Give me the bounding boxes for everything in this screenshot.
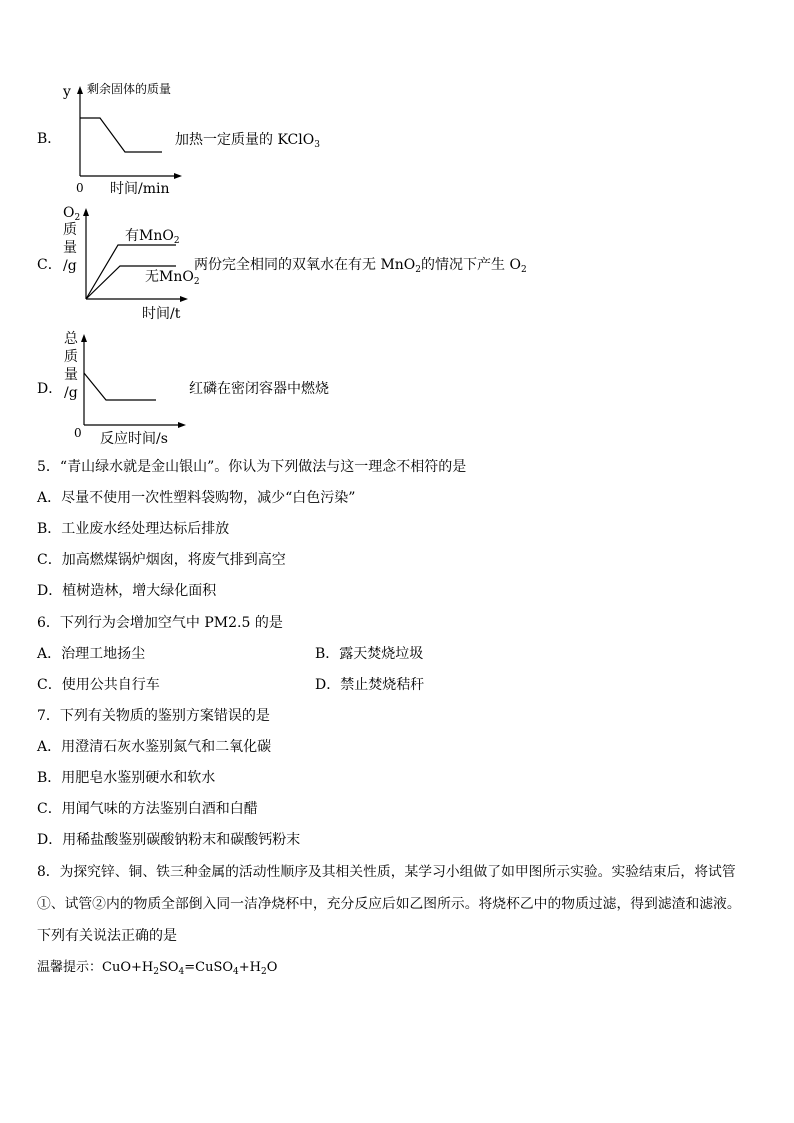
graph-d-x-arrow	[178, 422, 186, 428]
question-7-option-d: D．用稀盐酸鉴别碳酸钠粉末和碳酸钙粉末	[37, 832, 301, 848]
graph-d-y-arrow	[81, 334, 87, 342]
graph-b-origin: 0	[76, 181, 84, 195]
graph-c-y-label-line4: /g	[63, 258, 77, 274]
option-d-label: D．	[37, 381, 63, 397]
question-7-stem: 7．下列有关物质的鉴别方案错误的是	[37, 708, 270, 724]
graph-d-y-label-line3: 量	[64, 367, 78, 383]
graph-b-x-label: 时间/min	[110, 181, 170, 197]
question-8-stem-line1: 8．为探究锌、铜、铁三种金属的活动性顺序及其相关性质，某学习小组做了如甲图所示实验。实验结束后，将试管	[37, 864, 736, 880]
graph-d-origin: 0	[74, 426, 82, 440]
question-6-option-b: B．露天焚烧垃圾	[315, 646, 424, 662]
graph-c-y-label-line2: 质	[63, 222, 77, 238]
graph-c-curve-top-label: 有MnO$_2$	[125, 228, 180, 246]
graph-c-x-label: 时间/t	[142, 306, 181, 322]
option-c-label: C．	[37, 257, 62, 273]
option-b-label: B．	[37, 131, 62, 147]
graph-c-description: 两份完全相同的双氧水在有无 MnO$_2$的情况下产生 $O_2$	[194, 257, 527, 275]
question-5-stem: 5．“青山绿水就是金山银山”。你认为下列做法与这一理念不相符的是	[37, 459, 467, 475]
graph-d-x-label: 反应时间/s	[100, 431, 168, 447]
question-7-option-a: A．用澄清石灰水鉴别氮气和二氧化碳	[37, 739, 272, 755]
question-6-option-c: C．使用公共自行车	[37, 677, 160, 693]
question-6-stem: 6．下列行为会增加空气中 PM2.5 的是	[37, 615, 283, 631]
graph-d-curve	[84, 373, 156, 400]
graph-b-y-axis-letter: y	[63, 84, 71, 100]
question-8-stem-line3: 下列有关说法正确的是	[37, 928, 177, 944]
question-7-option-c: C．用闻气味的方法鉴别白酒和白醋	[37, 801, 258, 817]
graph-d-y-label-line2: 质	[64, 349, 78, 365]
graph-d-description: 红磷在密闭容器中燃烧	[189, 381, 329, 397]
graph-d-y-label-line1: 总	[64, 331, 78, 347]
question-8-stem-line2: ①、试管②内的物质全部倒入同一洁净烧杯中，充分反应后如乙图所示。将烧杯乙中的物质过滤，得到滤渣和滤液。	[37, 896, 741, 912]
question-6-option-d: D．禁止焚烧秸秆	[315, 677, 425, 693]
question-8-hint: 温馨提示：$CuO+H_2SO_4=CuSO_4+H_2O$	[37, 960, 278, 977]
question-5-option-a: A．尽量不使用一次性塑料袋购物，减少“白色污染”	[37, 490, 356, 506]
question-5-option-d: D．植树造林，增大绿化面积	[37, 583, 217, 599]
graph-b-y-label: 剩余固体的质量	[87, 82, 172, 96]
question-6-option-a: A．治理工地扬尘	[37, 646, 146, 662]
graph-d-y-label-line4: /g	[64, 385, 78, 401]
graph-c-y-label-line1: $O_2$	[63, 205, 81, 223]
question-5-option-b: B．工业废水经处理达标后排放	[37, 521, 230, 537]
question-5-option-c: C．加高燃煤锅炉烟囱，将废气排到高空	[37, 552, 286, 568]
graph-c-curve-bottom-label: 无MnO$_2$	[145, 269, 200, 287]
graph-b-description: 加热一定质量的 KClO$_3$	[175, 132, 320, 150]
graph-c-y-label-line3: 量	[63, 240, 77, 256]
question-7-option-b: B．用肥皂水鉴别硬水和软水	[37, 770, 216, 786]
